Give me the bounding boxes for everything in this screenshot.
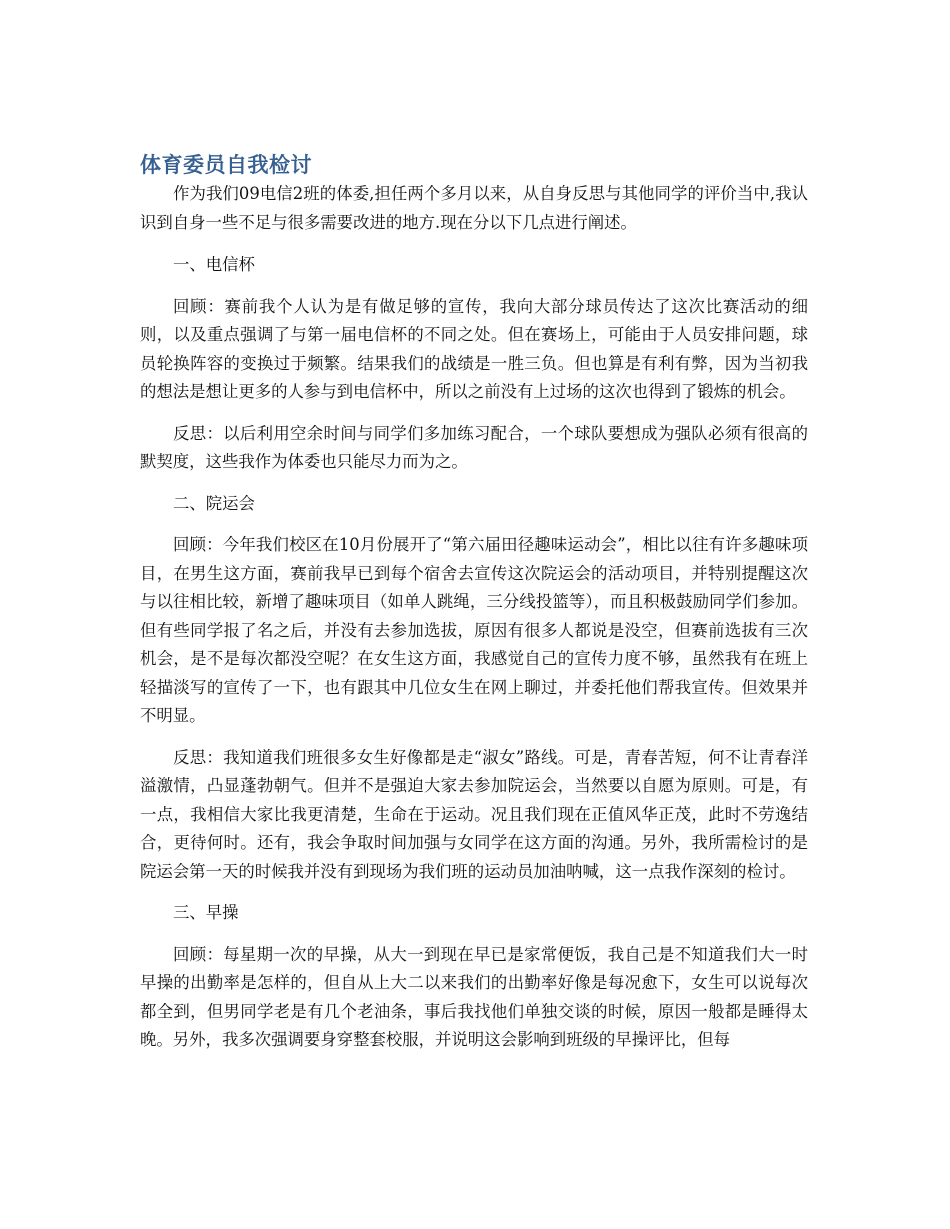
section-review-sports-meet: 回顾：今年我们校区在10月份展开了“第六届田径趣味运动会”，相比以往有许多趣味项目，在男生这方面，赛前我早已到每个宿舍去宣传这次院运会的活动项目，并特别提醒这次与以往相比较，新增了趣味项目（如单人跳绳，三分线投篮等），而且积极鼓励同学们参加。但有些同学报了名之后，并没有去参加选拔，原因有很多人都说是没空，但赛前选拔有三次机会，是不是每次都没空呢？在女生这方面，我感觉自己的宣传力度不够，虽然我有在班上轻描淡写的宣传了一下，也有跟其中几位女生在网上聊过，并委托他们帮我宣传。但效果并不明显。 — [140, 535, 808, 725]
section-review-morning-exercise: 回顾：每星期一次的早操，从大一到现在早已是家常便饭，我自己是不知道我们大一时早操的出勤率是怎样的，但自从上大二以来我们的出勤率好像是每况愈下，女生可以说每次都全到，但男同学老是有几个老油条，事后我找他们单独交谈的时候，原因一般都是睡得太晚。另外，我多次强调要身穿整套校服，并说明这会影响到班级的早操评比，但每 — [140, 944, 808, 1049]
section-reflection-sports-meet: 反思：我知道我们班很多女生好像都是走“淑女”路线。可是，青春苦短，何不让青春洋溢激情，凸显蓬勃朝气。但并不是强迫大家去参加院运会，当然要以自愿为原则。可是，有一点，我相信大家比我更清楚，生命在于运动。况且我们现在正值风华正茂，此时不劳逸结合，更待何时。还有，我会争取时间加强与女同学在这方面的沟通。另外，我所需检讨的是院运会第一天的时候我并没有到现场为我们班的运动员加油呐喊，这一点我作深刻的检讨。 — [140, 747, 808, 881]
document-body — [140, 150, 808, 1068]
section-review-telecom-cup: 回顾：赛前我个人认为是有做足够的宣传，我向大部分球员传达了这次比赛活动的细则，以及重点强调了与第一届电信杯的不同之处。但在赛场上，可能由于人员安排问题，球员轮换阵容的变换过于频繁。结果我们的战绩是一胜三负。但也算是有利有弊，因为当初我的想法是想让更多的人参与到电信杯中，所以之前没有上过场的这次也得到了锻炼的机会。 — [140, 296, 808, 401]
section-heading-morning-exercise: 三、早操 — [173, 903, 239, 922]
section-reflection-telecom-cup: 反思：以后利用空余时间与同学们多加练习配合，一个球队要想成为强队必须有很高的默契度，这些我作为体委也只能尽力而为之。 — [140, 423, 808, 471]
section-heading-telecom-cup: 一、电信杯 — [173, 255, 255, 274]
document-title: 体育委员自我检讨 — [140, 153, 312, 177]
section-heading-sports-meet: 二、院运会 — [173, 493, 255, 513]
intro-paragraph: 作为我们09电信2班的体委,担任两个多月以来，从自身反思与其他同学的评价当中,我认识到自身一些不足与很多需要改进的地方.现在分以下几点进行阐述。 — [140, 184, 808, 232]
